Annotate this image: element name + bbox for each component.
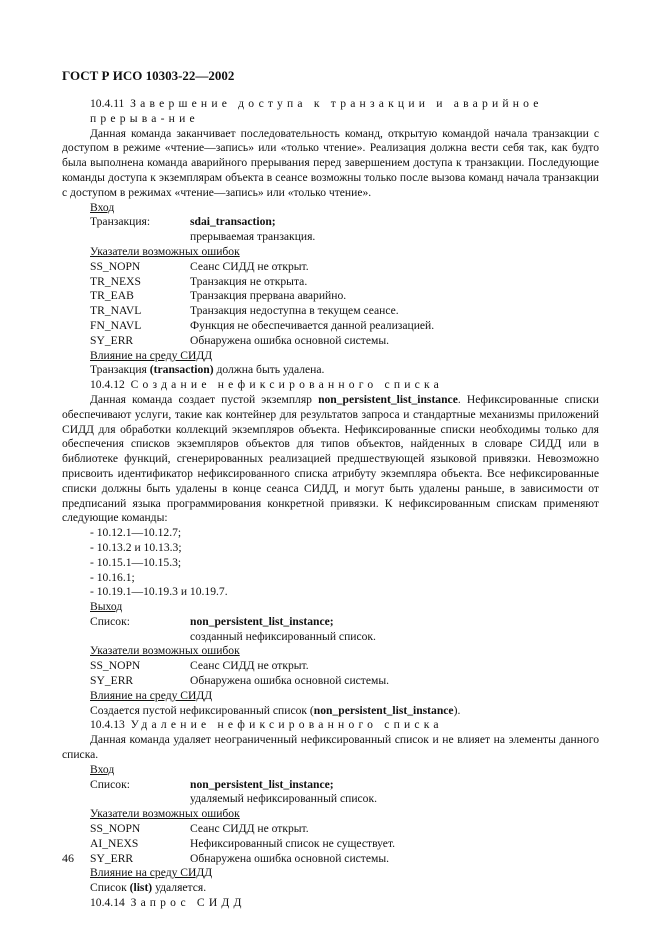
param-description: прерываемая транзакция.	[190, 230, 316, 244]
error-row: AI_NEXS Нефиксированный список не существует.	[90, 836, 396, 850]
param-row: Список: non_persistent_list_instance;	[90, 614, 334, 628]
param-description: созданный нефиксированный список.	[190, 629, 376, 643]
effect-label: Влияние на среду СИДД	[90, 348, 213, 362]
list-item: - 10.12.1—10.12.7;	[90, 526, 182, 540]
errors-label: Указатели возможных ошибок	[90, 644, 240, 658]
list-item: - 10.16.1;	[90, 570, 135, 584]
section-heading-10-4-14: 10.4.14 Запрос СИДД	[90, 896, 246, 910]
effect-text: Транзакция (transaction) должна быть удалена.	[90, 363, 325, 377]
input-label: Вход	[90, 762, 115, 776]
paragraph: Данная команда создает пустой экземпляр non_persistent_list_instance. Нефиксированные списки обеспечивают услуги, такие как контейнер для результатов запроса и стандартные механизмы приложений СИДД для обработки коллекций экземпляров объекта. Нефиксированные списки необходимы только для обеспечения списков экземпляров объектов для типов объектов, найденных в словаре СИДД или в библиотеке функций, сгенерированных реализацией предшествующей языковой привязки. Невозможно присвоить идентификатор нефиксированного списка атрибуту экземпляра объекта. Все нефиксированные списки должны быть удалены в конце сеанса СИДД, и могут быть удалены раньше, в зависимости от предписаний языка программирования конкретной привязки. К нефиксированным спискам применяют следующие команды:	[62, 392, 599, 525]
list-item: - 10.15.1—10.15.3;	[90, 555, 182, 569]
effect-text: Создается пустой нефиксированный список (non_persistent_list_instance).	[90, 703, 461, 717]
effect-label: Влияние на среду СИДД	[90, 866, 213, 880]
param-row: Транзакция: sdai_transaction;	[90, 215, 276, 229]
input-label: Вход	[90, 200, 115, 214]
list-item: - 10.19.1—10.19.3 и 10.19.7.	[90, 585, 228, 599]
page-number: 46	[62, 851, 74, 865]
output-label: Выход	[90, 600, 123, 614]
paragraph: Данная команда заканчивает последовательность команд, открытую командой начала транзакции с доступом в режиме «чтение—запись» или «только чтение». Реализация должна вести себя так, как будто была выполнена команда аварийного прерывания перед завершением доступа к транзакции. Последующие команды доступа к экземплярам объекта в сеансе возможны только после вызова команд начала транзакции с доступом в режимах «чтение—запись» или «только чтение».	[62, 126, 599, 199]
error-row: TR_EAB Транзакция прервана аварийно.	[90, 289, 347, 303]
document-body	[62, 97, 599, 911]
error-row: SY_ERR Обнаружена ошибка основной системы.	[90, 333, 390, 347]
param-description: удаляемый нефиксированный список.	[190, 792, 377, 806]
error-row: TR_NAVL Транзакция недоступна в текущем сеансе.	[90, 304, 399, 318]
errors-label: Указатели возможных ошибок	[90, 244, 240, 258]
effect-label: Влияние на среду СИДД	[90, 688, 213, 702]
error-row: SY_ERR Обнаружена ошибка основной системы.	[90, 674, 390, 688]
param-row: Список: non_persistent_list_instance;	[90, 777, 334, 791]
error-row: SS_NOPN Сеанс СИДД не открыт.	[90, 659, 309, 673]
effect-text: Список (list) удаляется.	[90, 881, 207, 895]
section-heading-10-4-12: 10.4.12 Создание нефиксированного списка	[90, 378, 444, 392]
error-row: SS_NOPN Сеанс СИДД не открыт.	[90, 822, 309, 836]
error-row: SY_ERR Обнаружена ошибка основной системы.	[90, 851, 390, 865]
list-item: - 10.13.2 и 10.13.3;	[90, 540, 182, 554]
errors-label: Указатели возможных ошибок	[90, 807, 240, 821]
error-row: TR_NEXS Транзакция не открыта.	[90, 274, 308, 288]
document-header: ГОСТ Р ИСО 10303-22—2002	[62, 68, 235, 83]
section-heading-10-4-13: 10.4.13 Удаление нефиксированного списка	[90, 718, 443, 732]
paragraph: Данная команда удаляет неограниченный нефиксированный список и не влияет на элементы данного списка.	[62, 733, 599, 762]
error-row: SS_NOPN Сеанс СИДД не открыт.	[90, 259, 309, 273]
error-row: FN_NAVL Функция не обеспечивается данной реализацией.	[90, 318, 435, 332]
section-heading-10-4-11: 10.4.11 Завершение доступа к транзакции и аварийное прерыва-ние	[90, 97, 543, 125]
